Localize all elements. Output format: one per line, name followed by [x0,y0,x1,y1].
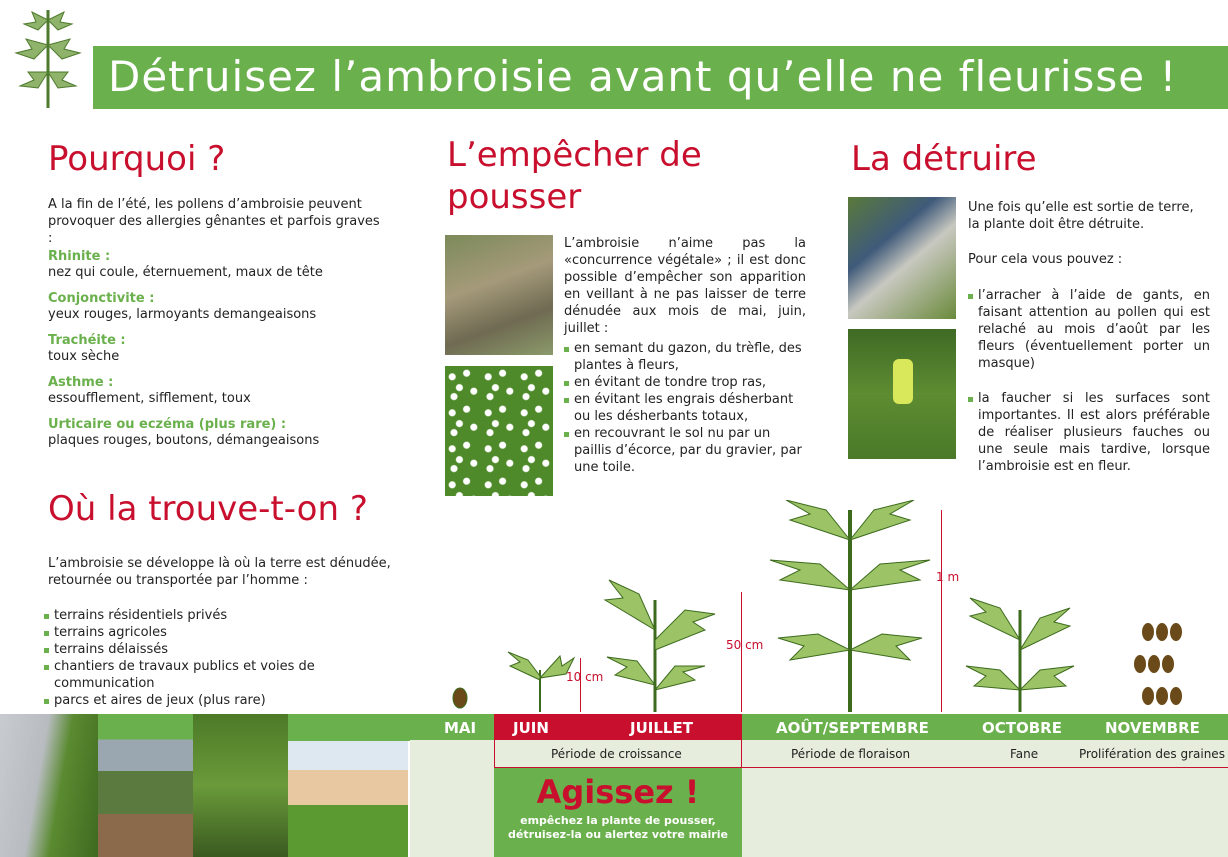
symptom-label: Asthme : [48,375,114,390]
gloves-photo [848,197,956,319]
wasteland-photo [193,714,288,857]
symptom-text: yeux rouges, larmoyants demangeaisons [48,307,317,322]
pourquoi-intro: A la fin de l’été, les pollens d’ambroisie peuvent provoquer des allergies gênantes et parfois graves : [48,197,380,246]
measure-50cm-line [741,592,742,712]
empecher-heading-line1: L’empêcher de [447,135,702,175]
field-photo [98,714,193,857]
symptom-label: Rhinite : [48,249,111,264]
list-item: en évitant de tondre trop ras, [564,374,806,391]
period-graines: Prolifération des graines [1079,747,1225,761]
photo-green-strip [288,714,410,741]
period-divider [494,740,495,768]
list-item: en recouvrant le sol nu par un paillis d’écorce, par du gravier, par une toile. [564,425,806,476]
month-novembre: NOVEMBRE [1105,719,1200,737]
flowers-photo [445,366,553,496]
list-item: parcs et aires de jeux (plus rare) [44,692,394,709]
detruire-list [968,287,1210,475]
detruire-heading: La détruire [851,139,1037,179]
agissez-title: Agissez ! [536,773,700,811]
lower-panel [742,768,1228,857]
roadside-photo [0,714,98,857]
pourquoi-heading: Pourquoi ? [48,139,226,179]
period-croissance: Période de croissance [551,747,682,761]
symptom-label: Trachéite : [48,333,126,348]
growth-illustration [440,500,1228,714]
list-item: en semant du gazon, du trèfle, des plantes à fleurs, [564,340,806,374]
measure-10cm-line [580,658,581,712]
month-mai: MAI [444,719,477,737]
month-juillet: JUILLET [630,719,693,737]
agissez-line2: détruisez-la ou alertez votre mairie [508,828,728,841]
month-octobre: OCTOBRE [982,719,1062,737]
residential-photo [288,741,408,857]
symptom-text: plaques rouges, boutons, démangeaisons [48,433,320,448]
detruire-intro: Une fois qu’elle est sortie de terre, la plante doit être détruite. [968,200,1194,232]
list-item: l’arracher à l’aide de gants, en faisant attention au pollen qui est relaché au mois d’août par les fleurs (éventuellement porter un masque) [968,287,1210,372]
symptom-text: essoufflement, sifflement, toux [48,391,251,406]
symptom-label: Urticaire ou eczéma (plus rare) : [48,417,287,432]
list-item: chantiers de travaux publics et voies de communication [44,658,394,692]
measure-10cm-label: 10 cm [566,670,604,684]
period-divider [741,740,742,768]
list-item: la faucher si les surfaces sont importantes. Il est alors préférable de réaliser plusieurs fauches ou une seule mais tardive, lorsque l’ambroisie est en fleur. [968,390,1210,475]
mulch-photo [445,235,553,355]
measure-1m-label: 1 m [936,570,960,584]
symptom-text: nez qui coule, éternuement, maux de tête [48,265,323,280]
period-fane: Fane [1010,747,1039,761]
measure-1m-line [941,510,942,712]
symptom-label: Conjonctivite : [48,291,155,306]
list-item: en évitant les engrais désherbant ou les désherbants totaux, [564,391,806,425]
list-item: terrains agricoles [44,624,394,641]
ragweed-plant-illustration [8,0,88,110]
page-title: Détruisez l’ambroisie avant qu’elle ne fleurisse ! [108,52,1178,101]
empecher-intro: L’ambroisie n’aime pas la «concurrence végétale» ; il est donc possible d’empêcher son apparition en veillant à ne pas laisser de terre dénudée aux mois de mai, juin, juillet : [564,236,806,336]
list-item: terrains délaissés [44,641,394,658]
measure-50cm-label: 50 cm [726,638,764,652]
symptoms-list [48,249,408,459]
period-floraison: Période de floraison [791,747,911,761]
month-aout-septembre: AOÛT/SEPTEMBRE [776,719,929,737]
agissez-line1: empêchez la plante de pousser, [520,814,716,827]
month-juin: JUIN [513,719,549,737]
ou-heading: Où la trouve-t-on ? [48,489,368,529]
symptom-text: toux sèche [48,349,120,364]
mai-panel [410,740,494,857]
list-item: terrains résidentiels privés [44,607,394,624]
mowing-photo [848,329,956,459]
detruire-pour: Pour cela vous pouvez : [968,252,1123,267]
empecher-heading-line2: pousser [447,177,582,217]
ou-intro: L’ambroisie se développe là où la terre est dénudée, retournée ou transportée par l’homme : [48,556,391,588]
ou-list [44,607,394,709]
empecher-list [564,340,806,476]
